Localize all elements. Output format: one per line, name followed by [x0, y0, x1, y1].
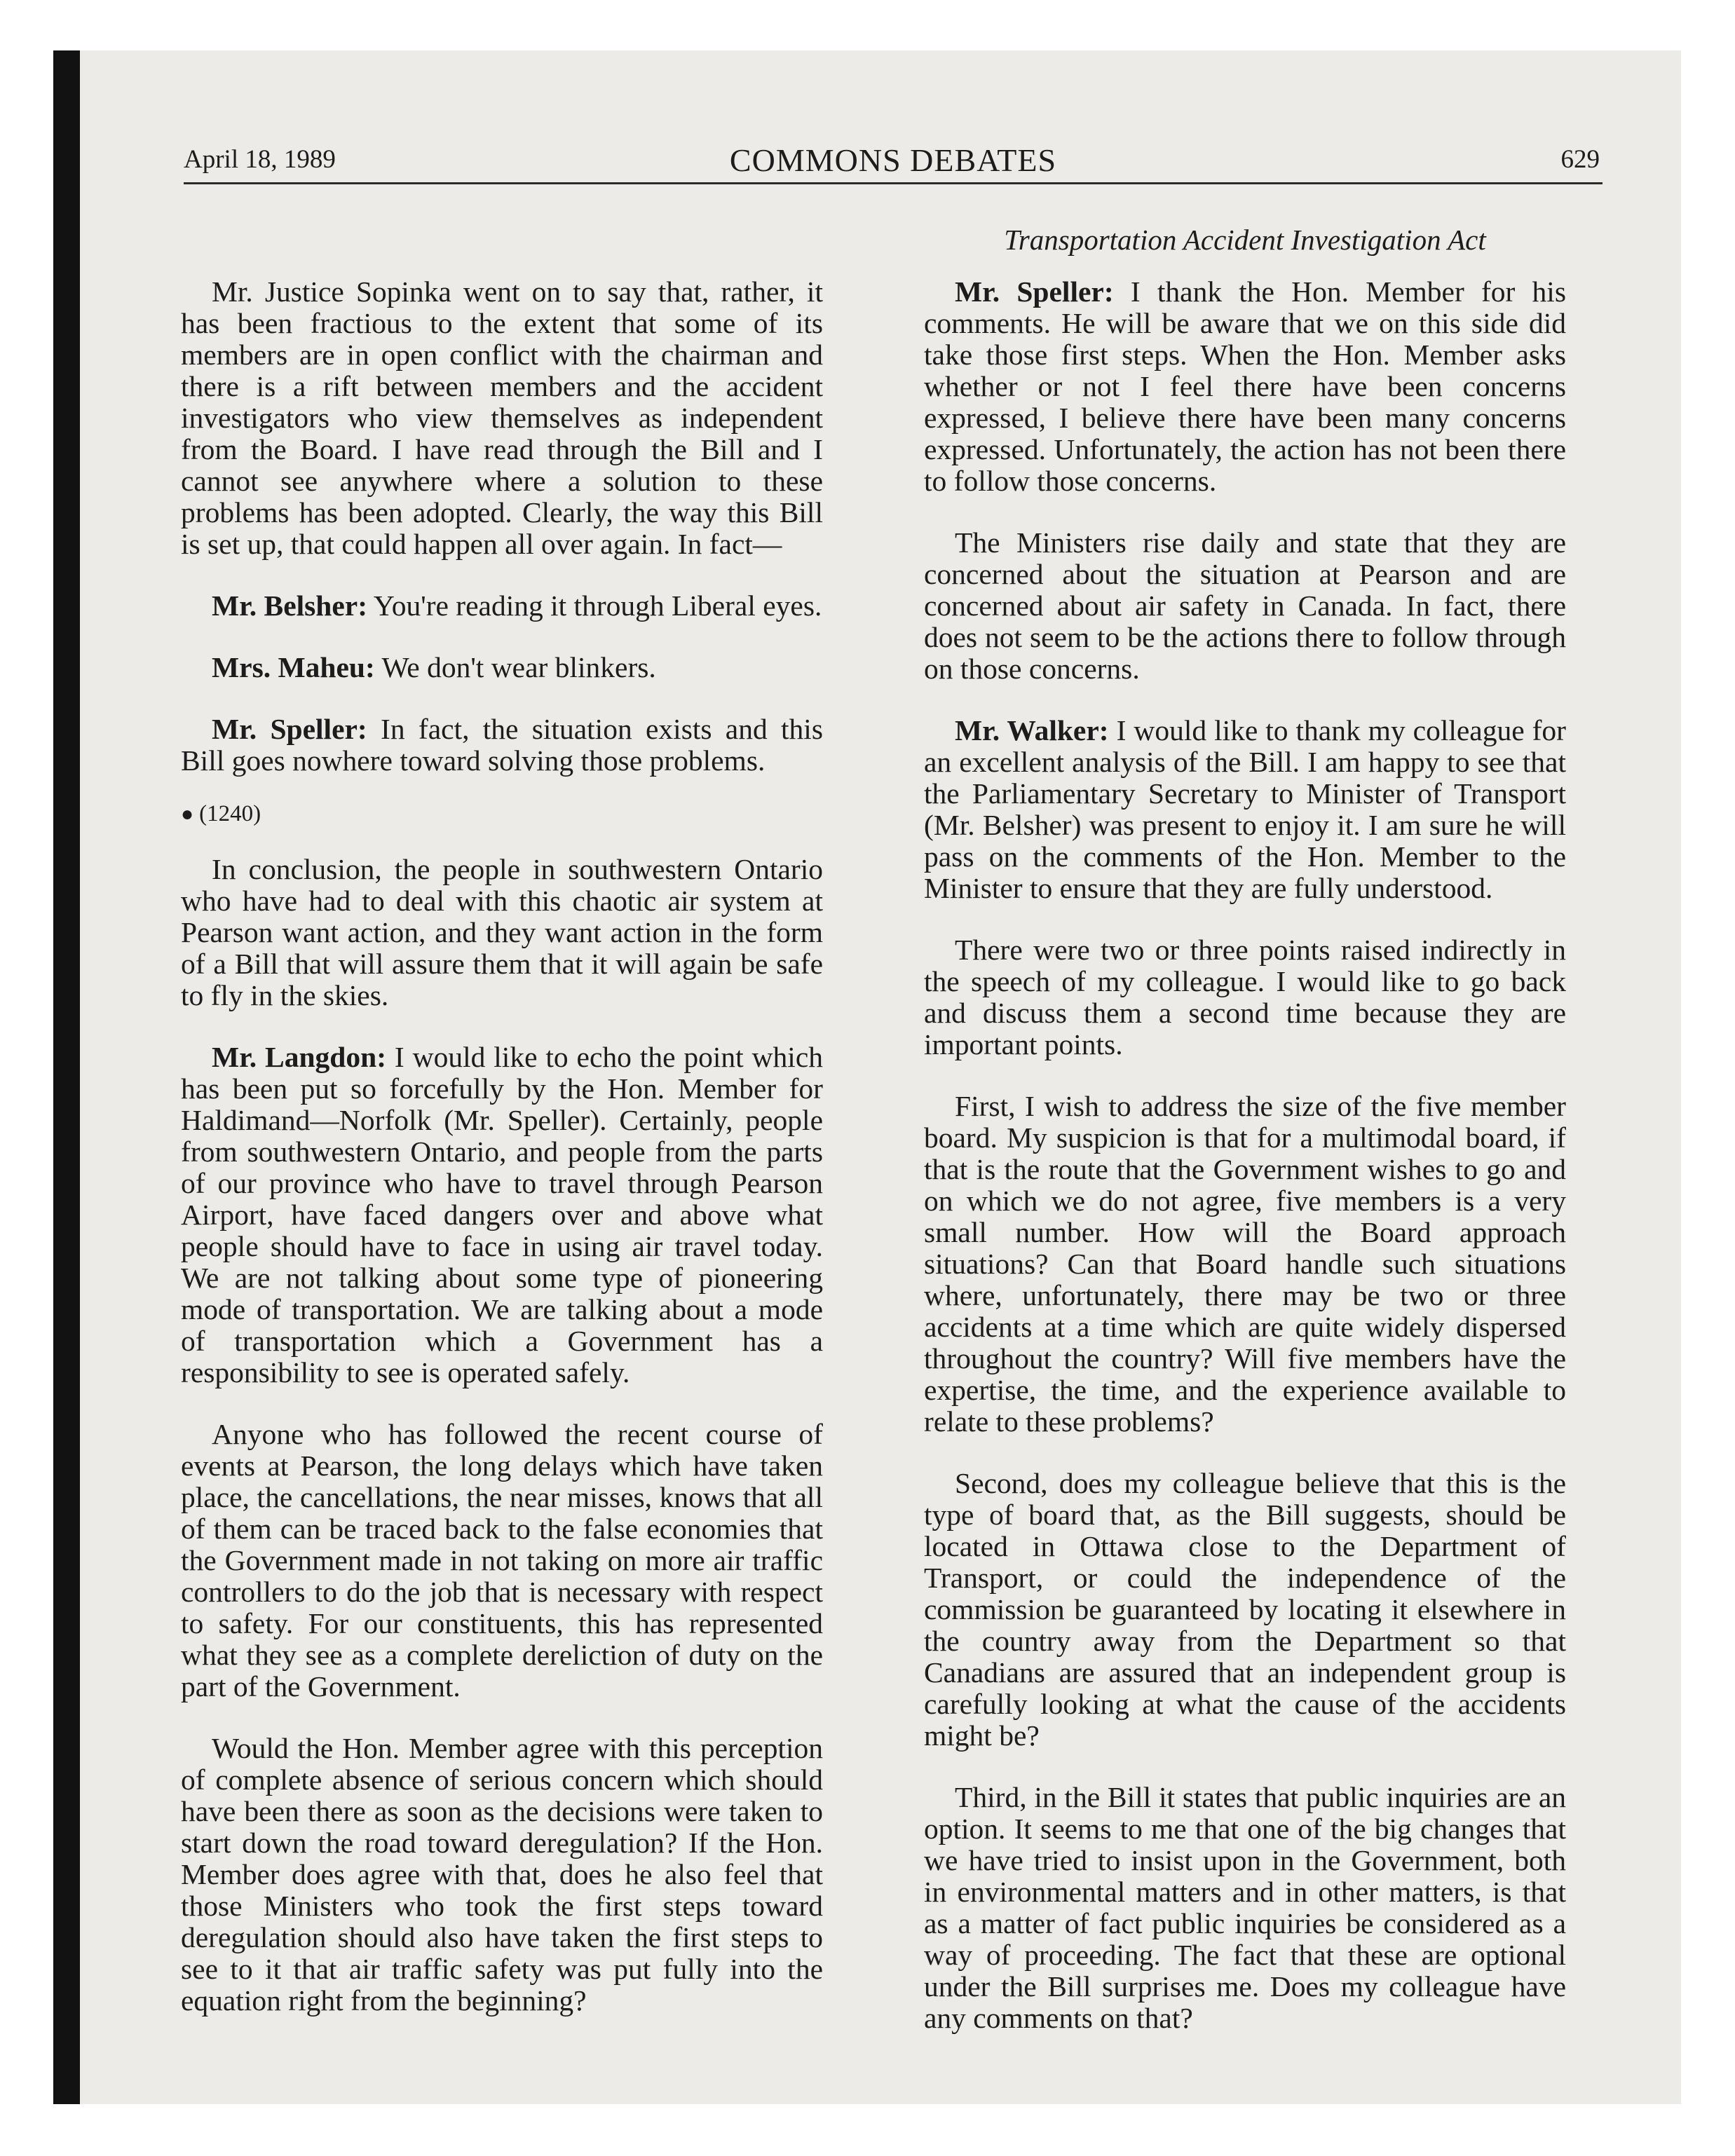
speaker-name: Mr. Belsher:	[212, 589, 368, 622]
paragraph: Anyone who has followed the recent course of events at Pearson, the long delays which have taken place, the cancellations, the near misses, knows that all of them can be traced back to the false economies that the Government made in not taking on more air traffic controllers to do the job that is necessary with respect to safety. For our constituents, this has represented what they see as a complete dereliction of duty on the part of the Government.	[181, 1418, 823, 1703]
speaker-name: Mrs. Maheu:	[212, 651, 375, 683]
speaker-name: Mr. Speller:	[212, 713, 367, 745]
right-column	[924, 276, 1566, 2064]
speech-text: We don't wear blinkers.	[374, 651, 656, 683]
speech-text: You're reading it through Liberal eyes.	[367, 589, 822, 622]
paragraph: First, I wish to address the size of the five member board. My suspicion is that for a multimodal board, if that is the route that the Government wishes to go and on which we do not agree, five members is a very small number. How will the Board approach situations? Can that Board handle such situations where, unfortunately, there may be two or three accidents at a time which are quite widely dispersed throughout the country? Will five members have the expertise, the time, and the experience available to relate to these problems?	[924, 1090, 1566, 1438]
paragraph: There were two or three points raised indirectly in the speech of my colleague. I would like to go back and discuss them a second time because they are important points.	[924, 934, 1566, 1060]
running-head: Transportation Accident Investigation Act	[1004, 224, 1486, 256]
time-marker	[181, 800, 823, 828]
time-marker-text: (1240)	[199, 801, 261, 826]
paragraph: Third, in the Bill it states that public inquiries are an option. It seems to me that one of the big changes that we have tried to insist upon in the Government, both in environmental matters and in other matters, is that as a matter of fact public inquiries be considered as a way of proceeding. The fact that these are optional under the Bill surprises me. Does my colleague have any comments on that?	[924, 1781, 1566, 2034]
speaker-name: Mr. Langdon:	[212, 1041, 387, 1073]
speech-text: I would like to thank my colleague for an excellent analysis of the Bill. I am happy to see that the Parliamentary Secretary to Minister of Transport (Mr. Belsher) was present to enjoy it. I am sure he will pass on the comments of the Hon. Member to the Minister to ensure that they are fully understood.	[924, 714, 1566, 904]
speaker-name: Mr. Speller:	[955, 275, 1114, 308]
binding-edge	[53, 50, 80, 2104]
speech-paragraph	[181, 714, 823, 777]
speech-paragraph	[924, 715, 1566, 904]
paragraph: Second, does my colleague believe that this is the type of board that, as the Bill suggests, should be located in Ottawa close to the Department of Transport, or could the independence of the commission be guaranteed by locating it elsewhere in the country away from the Department so that Canadians are assured that an independent group is carefully looking at what the cause of the accidents might be?	[924, 1467, 1566, 1752]
page-number: 629	[1560, 145, 1600, 174]
paragraph: Mr. Justice Sopinka went on to say that, rather, it has been fractious to the extent that some of its members are in open conflict with the chairman and there is a rift between members and the accident investigators who view themselves as independent from the Board. I have read through the Bill and I cannot see anywhere where a solution to these problems has been adopted. Clearly, the way this Bill is set up, that could happen all over again. In fact—	[181, 275, 823, 560]
paragraph: Would the Hon. Member agree with this perception of complete absence of serious concern which should have been there as soon as the decisions were taken to start down the road toward deregulation? If the Hon. Member does agree with that, does he also feel that those Ministers who took the first steps toward deregulation should also have taken the first steps to see to it that air traffic safety was put fully into the equation right from the beginning?	[181, 1732, 823, 2017]
bullet-icon: ●	[181, 803, 194, 826]
page-header	[184, 140, 1603, 184]
speech-paragraph	[181, 590, 823, 622]
speech-paragraph	[924, 276, 1566, 497]
speech-text: I thank the Hon. Member for his comments. He will be aware that we on this side did take those first steps. When the Hon. Member asks whether or not I feel there have been concerns expressed, I believe there have been many concerns expressed. Unfortunately, the action has not been there to follow those concerns.	[924, 275, 1566, 497]
speech-text: I would like to echo the point which has been put so forcefully by the Hon. Member for Haldimand—Norfolk (Mr. Speller). Certainly, people from southwestern Ontario, and people from the parts of our province who have to travel through Pearson Airport, have faced dangers over and above what people should have to face in using air travel today. We are not talking about some type of pioneering mode of transportation. We are talking about a mode of transportation which a Government has a responsibility to see is operated safely.	[181, 1041, 823, 1389]
header-title: COMMONS DEBATES	[729, 142, 1057, 178]
header-date: April 18, 1989	[184, 145, 336, 174]
speaker-name: Mr. Walker:	[955, 714, 1109, 746]
paragraph: In conclusion, the people in southwestern Ontario who have had to deal with this chaotic air system at Pearson want action, and they want action in the form of a Bill that will assure them that it will again be safe to fly in the skies.	[181, 853, 823, 1011]
left-column	[181, 276, 823, 2047]
speech-text: In fact, the situation exists and this Bill goes nowhere toward solving those problems.	[181, 713, 823, 777]
paragraph: The Ministers rise daily and state that they are concerned about the situation at Pearson and are concerned about air safety in Canada. In fact, there does not seem to be the actions there to follow through on those concerns.	[924, 526, 1566, 685]
speech-paragraph	[181, 1042, 823, 1389]
speech-paragraph	[181, 652, 823, 683]
